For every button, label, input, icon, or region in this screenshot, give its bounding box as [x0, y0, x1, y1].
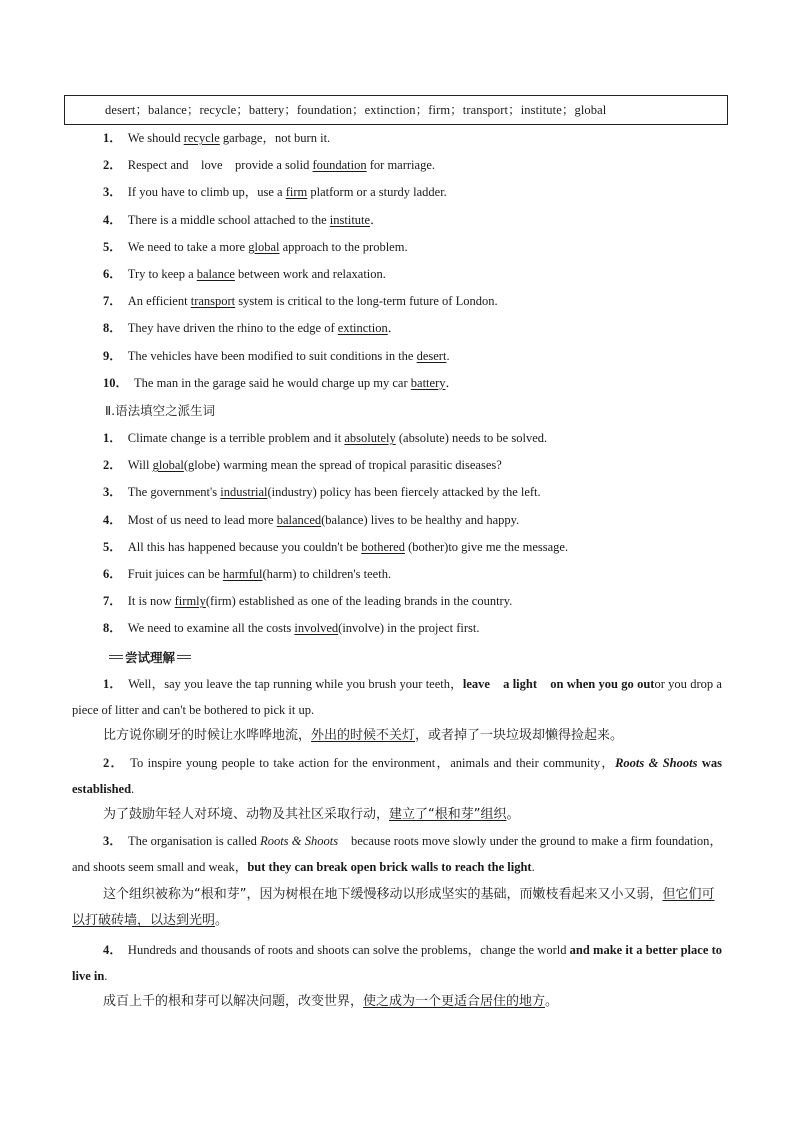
sentence-4-english: [72, 937, 722, 989]
exercise-number: 10．: [103, 375, 129, 390]
exercise-item: [103, 318, 400, 336]
try-label-text: 尝试理解: [125, 650, 176, 665]
exercise-text: The man in the garage said he would charge up my car: [134, 375, 411, 390]
sentence-4-chinese: [72, 989, 722, 1015]
exercise-text: We need to take a more: [127, 239, 249, 254]
sentence-key-phrase: but they can break open brick walls to reach the light: [247, 860, 532, 874]
sentence-key-phrase: leave a light on when you go out: [462, 677, 655, 691]
sentence-1-chinese: [72, 723, 722, 749]
exercise-text: (absolute) needs to be solved.: [395, 431, 548, 445]
sentence-text: or you drop a piece of litter and can't be bothered to pick it up.: [72, 677, 722, 717]
exercise-item: [103, 346, 450, 364]
exercise-text: (involve) in the project first.: [338, 621, 480, 636]
translation-key-phrase: 建立了“根和芽”组织: [389, 807, 507, 822]
exercise-answer: harmful: [222, 567, 263, 581]
exercise-item: [103, 155, 435, 173]
translation-text: 。: [545, 994, 559, 1009]
exercise-answer: battery: [410, 375, 446, 390]
exercise-text: Most of us need to lead more: [127, 512, 277, 527]
exercise-text: between work and relaxation.: [234, 267, 386, 281]
sentence-text: Well，say you leave the tap running while you brush your teeth，: [128, 677, 463, 691]
sentence-italic: Roots & Shoots: [260, 834, 339, 848]
exercise-answer: balance: [196, 267, 235, 281]
exercise-text: We need to examine all the costs: [127, 621, 295, 636]
sentence-3-chinese: [72, 882, 722, 934]
exercise-text: There is a middle school attached to the: [127, 212, 330, 227]
exercise-answer: industrial: [220, 485, 268, 500]
exercise-text: ．: [387, 321, 401, 336]
exercise-text: It is now: [127, 594, 175, 609]
exercise-number: 4．: [103, 212, 122, 227]
exercise-text: platform or a sturdy ladder.: [307, 185, 447, 200]
exercise-answer: foundation: [312, 158, 367, 173]
word-bank-text: desert；balance；recycle；battery；foundation；extinction；firm；transport；institute；global: [105, 103, 607, 117]
translation-text: 为了鼓励年轻人对环境、动物及其社区采取行动，: [103, 807, 390, 822]
exercise-text: The government's: [127, 485, 221, 500]
exercise-number: 5．: [103, 239, 122, 254]
exercise-answer: firmly: [174, 594, 206, 609]
sentence-number: 3．: [103, 834, 122, 848]
exercise-answer: involved: [294, 621, 339, 636]
exercise-answer: global: [152, 458, 184, 473]
exercise-item: [103, 428, 547, 446]
exercise-answer: firm: [285, 185, 308, 200]
exercise-item: [103, 591, 512, 609]
sentence-key-phrase: Roots & Shoots: [615, 756, 698, 770]
exercise-text: system is critical to the long-term future of London.: [235, 294, 498, 309]
try-understanding-label: [107, 648, 193, 666]
exercise-text: (balance) lives to be healthy and happy.: [321, 512, 520, 527]
exercise-item: [103, 510, 519, 528]
exercise-number: 6．: [103, 567, 122, 581]
exercise-text: An efficient: [127, 294, 191, 309]
exercise-text: Respect and love provide a solid: [127, 158, 313, 173]
exercise-text: (globe) warming mean the spread of tropical parasitic diseases?: [183, 458, 502, 473]
exercise-text: Climate change is a terrible problem and it: [127, 431, 345, 445]
translation-text: 比方说你刷牙的时候让水哗哗地流，: [103, 728, 312, 743]
translation-key-phrase: 但它们可以打破砖墙，以达到光明: [72, 887, 715, 928]
sentence-text: .: [104, 969, 108, 983]
exercise-text: Will: [127, 458, 153, 473]
exercise-number: 2．: [103, 158, 122, 173]
exercise-number: 4．: [103, 512, 122, 527]
exercise-number: 1．: [103, 431, 122, 445]
exercise-text: We should: [127, 131, 184, 145]
exercise-text: Try to keep a: [127, 267, 197, 281]
exercise-text: for marriage.: [366, 158, 435, 173]
sentence-key-phrase: was established: [72, 756, 722, 796]
exercise-answer: extinction: [337, 321, 388, 336]
exercise-text: (industry) policy has been fiercely attacked by the left.: [267, 485, 541, 500]
exercise-item: [103, 482, 541, 500]
sentence-text: .: [131, 782, 135, 796]
exercise-text: If you have to climb up，use a: [127, 185, 286, 200]
exercise-answer: transport: [190, 294, 236, 309]
exercise-number: 2．: [103, 458, 122, 473]
translation-text: 。: [215, 913, 229, 928]
exercise-answer: recycle: [183, 131, 220, 145]
exercise-number: 8．: [103, 321, 122, 336]
exercise-item: [103, 182, 447, 200]
sentence-text: The organisation is called: [127, 834, 261, 848]
exercise-number: 9．: [103, 348, 122, 363]
sentence-number: 1．: [103, 677, 123, 691]
translation-text: 成百上千的根和芽可以解决问题，改变世界，: [103, 994, 364, 1009]
exercise-item: [103, 373, 458, 391]
exercise-answer: bothered: [361, 539, 405, 554]
exercise-number: 7．: [103, 294, 122, 309]
exercise-text: They have driven the rhino to the edge of: [127, 321, 338, 336]
translation-key-phrase: 使之成为一个更适合居住的地方: [363, 994, 546, 1009]
label-dash-left: [109, 655, 123, 659]
sentence-number: 4．: [103, 943, 122, 957]
exercise-answer: absolutely: [344, 431, 396, 445]
sentence-3-english: [72, 828, 722, 880]
sentence-text: Hundreds and thousands of roots and shoots can solve the problems，change the world: [127, 943, 570, 957]
translation-text: 。: [506, 807, 520, 822]
exercise-number: 1．: [103, 131, 122, 145]
exercise-text: ．: [370, 212, 383, 227]
exercise-item: [103, 564, 391, 582]
sentence-1-english: [72, 671, 722, 723]
translation-text: 这个组织被称为“根和芽”，因为树根在地下缓慢移动以形成坚实的基础，而嫩枝看起来又小又弱，: [103, 887, 663, 902]
exercise-text: (harm) to children's teeth.: [262, 567, 392, 581]
exercise-text: (bother)to give me the message.: [404, 539, 569, 554]
exercise-item: [103, 291, 498, 309]
exercise-text: .: [446, 348, 450, 363]
exercise-number: 5．: [103, 539, 122, 554]
exercise-answer: global: [248, 239, 280, 254]
exercise-text: (firm) established as one of the leading brands in the country.: [205, 594, 513, 609]
exercise-number: 7．: [103, 594, 122, 609]
exercise-text: approach to the problem.: [279, 239, 408, 254]
exercise-text: garbage，not burn it.: [219, 131, 331, 145]
exercise-item: [103, 537, 568, 555]
label-dash-right: [177, 655, 191, 659]
exercise-number: 3．: [103, 185, 122, 200]
sentence-text: To inspire young people to take action for the environment，animals and their community，: [130, 756, 616, 770]
exercise-item: [103, 210, 383, 228]
sentence-2-chinese: [72, 802, 722, 828]
exercise-answer: balanced: [276, 512, 322, 527]
exercise-text: All this has happened because you couldn't be: [127, 539, 362, 554]
exercise-answer: institute: [329, 212, 371, 227]
sentence-text: because roots move slowly under the ground to make a firm foundation，and shoots seem small and weak，: [72, 834, 722, 874]
section-title: Ⅱ.语法填空之派生词: [105, 403, 216, 418]
exercise-text: The vehicles have been modified to suit conditions in the: [127, 348, 417, 363]
exercise-text: Fruit juices can be: [127, 567, 223, 581]
translation-text: ，或者掉了一块垃圾却懒得捡起来。: [415, 728, 624, 743]
sentence-number: 2．: [103, 756, 125, 770]
exercise-text: ．: [445, 375, 459, 390]
word-bank-box: [64, 95, 728, 125]
exercise-answer: desert: [416, 348, 447, 363]
exercise-number: 3．: [103, 485, 122, 500]
sentence-key-phrase: and make it a better place to live in: [72, 943, 722, 983]
exercise-item: [103, 618, 479, 636]
translation-key-phrase: 外出的时候不关灯: [311, 728, 416, 743]
sentence-2-english: [72, 750, 722, 802]
exercise-item: [103, 264, 386, 282]
exercise-item: [103, 128, 330, 146]
exercise-item: [103, 455, 502, 473]
exercise-number: 6．: [103, 267, 122, 281]
exercise-item: [103, 237, 408, 255]
exercise-number: 8．: [103, 621, 122, 636]
sentence-text: .: [531, 860, 535, 874]
